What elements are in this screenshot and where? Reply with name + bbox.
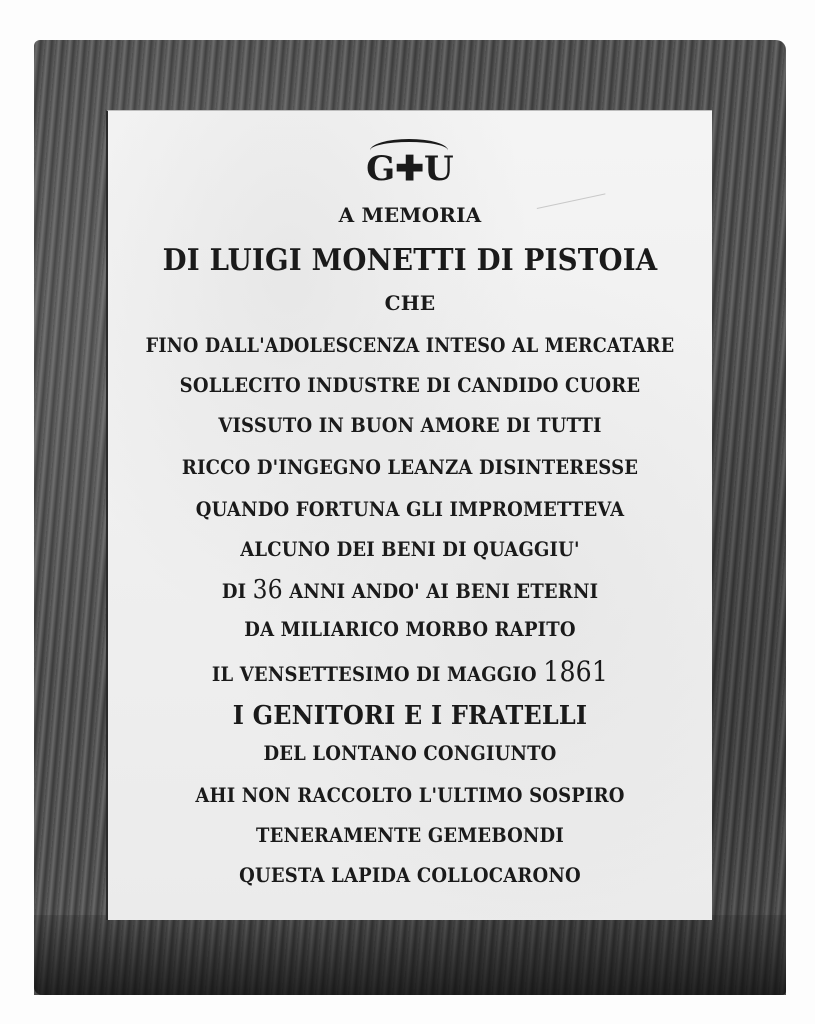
inscription-line: QUESTA LAPIDA COLLOCARONO xyxy=(239,863,581,887)
inscription-line: I GENITORI E I FRATELLI xyxy=(232,701,588,731)
inscription-line: CHE xyxy=(384,291,436,315)
date-year: 1861 xyxy=(543,655,609,688)
marble-slab xyxy=(106,110,712,920)
date-prefix: IL VENSETTESIMO DI MAGGIO xyxy=(211,662,544,686)
inscription-line: DEL LONTANO CONGIUNTO xyxy=(263,741,557,765)
age-value: 36 xyxy=(252,575,283,605)
inscription-line: DA MILIARICO MORBO RAPITO xyxy=(244,617,576,641)
inscription-line-name: DI LUIGI MONETTI DI PISTOIA xyxy=(162,243,658,278)
monogram: G✚U xyxy=(366,149,454,189)
inscription-line: VISSUTO IN BUON AMORE DI TUTTI xyxy=(218,413,602,437)
inscription-line-date xyxy=(138,655,682,688)
inscription-line: SOLLECITO INDUSTRE DI CANDIDO CUORE xyxy=(179,373,641,397)
age-prefix: DI xyxy=(221,579,253,603)
inscription-line: RICCO D'INGEGNO LEANZA DISINTERESSE xyxy=(181,455,639,479)
inscription-line-age xyxy=(138,575,682,605)
inscription-line: TENERAMENTE GEMEBONDI xyxy=(256,823,564,847)
age-suffix: ANNI ANDO' AI BENI ETERNI xyxy=(282,579,599,603)
inscription-line: QUANDO FORTUNA GLI IMPROMETTEVA xyxy=(195,497,625,521)
inscription-line: AHI NON RACCOLTO L'ULTIMO SOSPIRO xyxy=(195,783,625,807)
inscription-line: ALCUNO DEI BENI DI QUAGGIU' xyxy=(240,537,580,561)
inscription-line: FINO DALL'ADOLESCENZA INTESO AL MERCATARE xyxy=(145,333,675,357)
inscription-line: A MEMORIA xyxy=(338,203,482,227)
